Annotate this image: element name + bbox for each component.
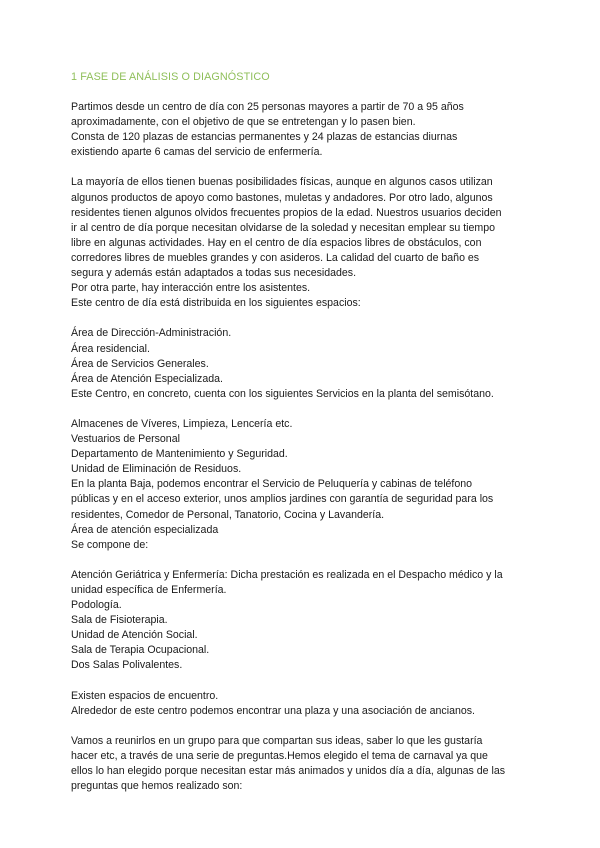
text-line: aproximadamente, con el objetivo de que se entretengan y lo pasen bien. [71,116,416,129]
text-line: Partimos desde un centro de día con 25 personas mayores a partir de 70 a 95 años [71,101,464,113]
text-line: algunos productos de apoyo como bastones, muletas y andadores. Por otro lado, algunos [71,191,493,204]
text-line: Dos Salas Polivalentes. [71,659,183,672]
text-line: En la planta Baja, podemos encontrar el Servicio de Peluquería y cabinas de teléfono [71,478,473,491]
text-line: residentes tienen algunos olvidos frecuentes propios de la edad. Nuestros usuarios deciden [71,206,502,219]
text-line: Atención Geriátrica y Enfermería: Dicha prestación es realizada en el Despacho médico y la [71,568,503,581]
paragraph [71,175,531,311]
text-line: residentes, Comedor de Personal, Tanatorio, Cocina y Lavandería. [71,508,385,521]
paragraph [71,326,531,401]
text-line: libre en algunas actividades. Hay en el centro de día espacios libres de obstáculos, con [71,236,482,249]
text-line: Almacenes de Víveres, Limpieza, Lencería etc. [71,417,293,430]
text-line: Existen espacios de encuentro. [71,689,219,702]
text-line: Área de Atención Especializada. [71,372,223,385]
text-line: preguntas que hemos realizado son: [71,780,243,793]
text-line: Sala de Fisioterapia. [71,614,168,627]
text-line: Este Centro, en concreto, cuenta con los siguientes Servicios en la planta del semisótano. [71,387,494,400]
paragraph [71,689,531,719]
text-line: Área residencial. [71,342,150,355]
paragraph [71,568,531,674]
document-page [71,70,531,809]
text-line: Vamos a reunirlos en un grupo para que compartan sus ideas, saber lo que les gustaría [71,734,483,747]
text-line: Área de atención especializada [71,523,219,536]
document-body [71,100,531,794]
text-line: Área de Dirección-Administración. [71,327,232,340]
text-line: Sala de Terapia Ocupacional. [71,644,210,657]
text-line: existiendo aparte 6 camas del servicio de enfermería. [71,146,323,159]
text-line: unidad específica de Enfermería. [71,584,227,596]
paragraph [71,734,531,794]
text-line: ellos lo han elegido porque necesitan estar más animados y unidos día a día, algunas de las [71,765,506,778]
text-line: Área de Servicios Generales. [71,357,209,370]
text-line: hacer etc, a través de una serie de preguntas.Hemos elegido el tema de carnaval ya que [71,750,488,763]
text-line: segura y además están adaptados a todas sus necesidades. [71,267,357,280]
section-heading: 1 FASE DE ANÁLISIS O DIAGNÓSTICO [71,71,270,83]
paragraph [71,100,531,160]
text-line: corredores libres de muebles grandes y con asideros. La calidad del cuarto de baño es [71,251,480,264]
text-line: Podología. [71,599,122,612]
text-line: Alrededor de este centro podemos encontrar una plaza y una asociación de ancianos. [71,704,476,717]
text-line: Unidad de Atención Social. [71,629,198,642]
text-line: Unidad de Eliminación de Residuos. [71,463,242,476]
text-line: públicas y en el acceso exterior, unos amplios jardines con garantía de seguridad para los [71,493,494,506]
text-line: Se compone de: [71,538,149,551]
paragraph [71,417,531,553]
text-line: ir al centro de día porque necesitan olvidarse de la soledad y necesitan emplear su tiempo [71,221,496,234]
text-line: Departamento de Mantenimiento y Seguridad. [71,448,288,461]
text-line: Consta de 120 plazas de estancias permanentes y 24 plazas de estancias diurnas [71,131,458,144]
text-line: La mayoría de ellos tienen buenas posibilidades físicas, aunque en algunos casos utilizan [71,176,493,189]
text-line: Por otra parte, hay interacción entre los asistentes. [71,282,311,295]
text-line: Vestuarios de Personal [71,433,180,446]
text-line: Este centro de día está distribuida en los siguientes espacios: [71,297,361,310]
